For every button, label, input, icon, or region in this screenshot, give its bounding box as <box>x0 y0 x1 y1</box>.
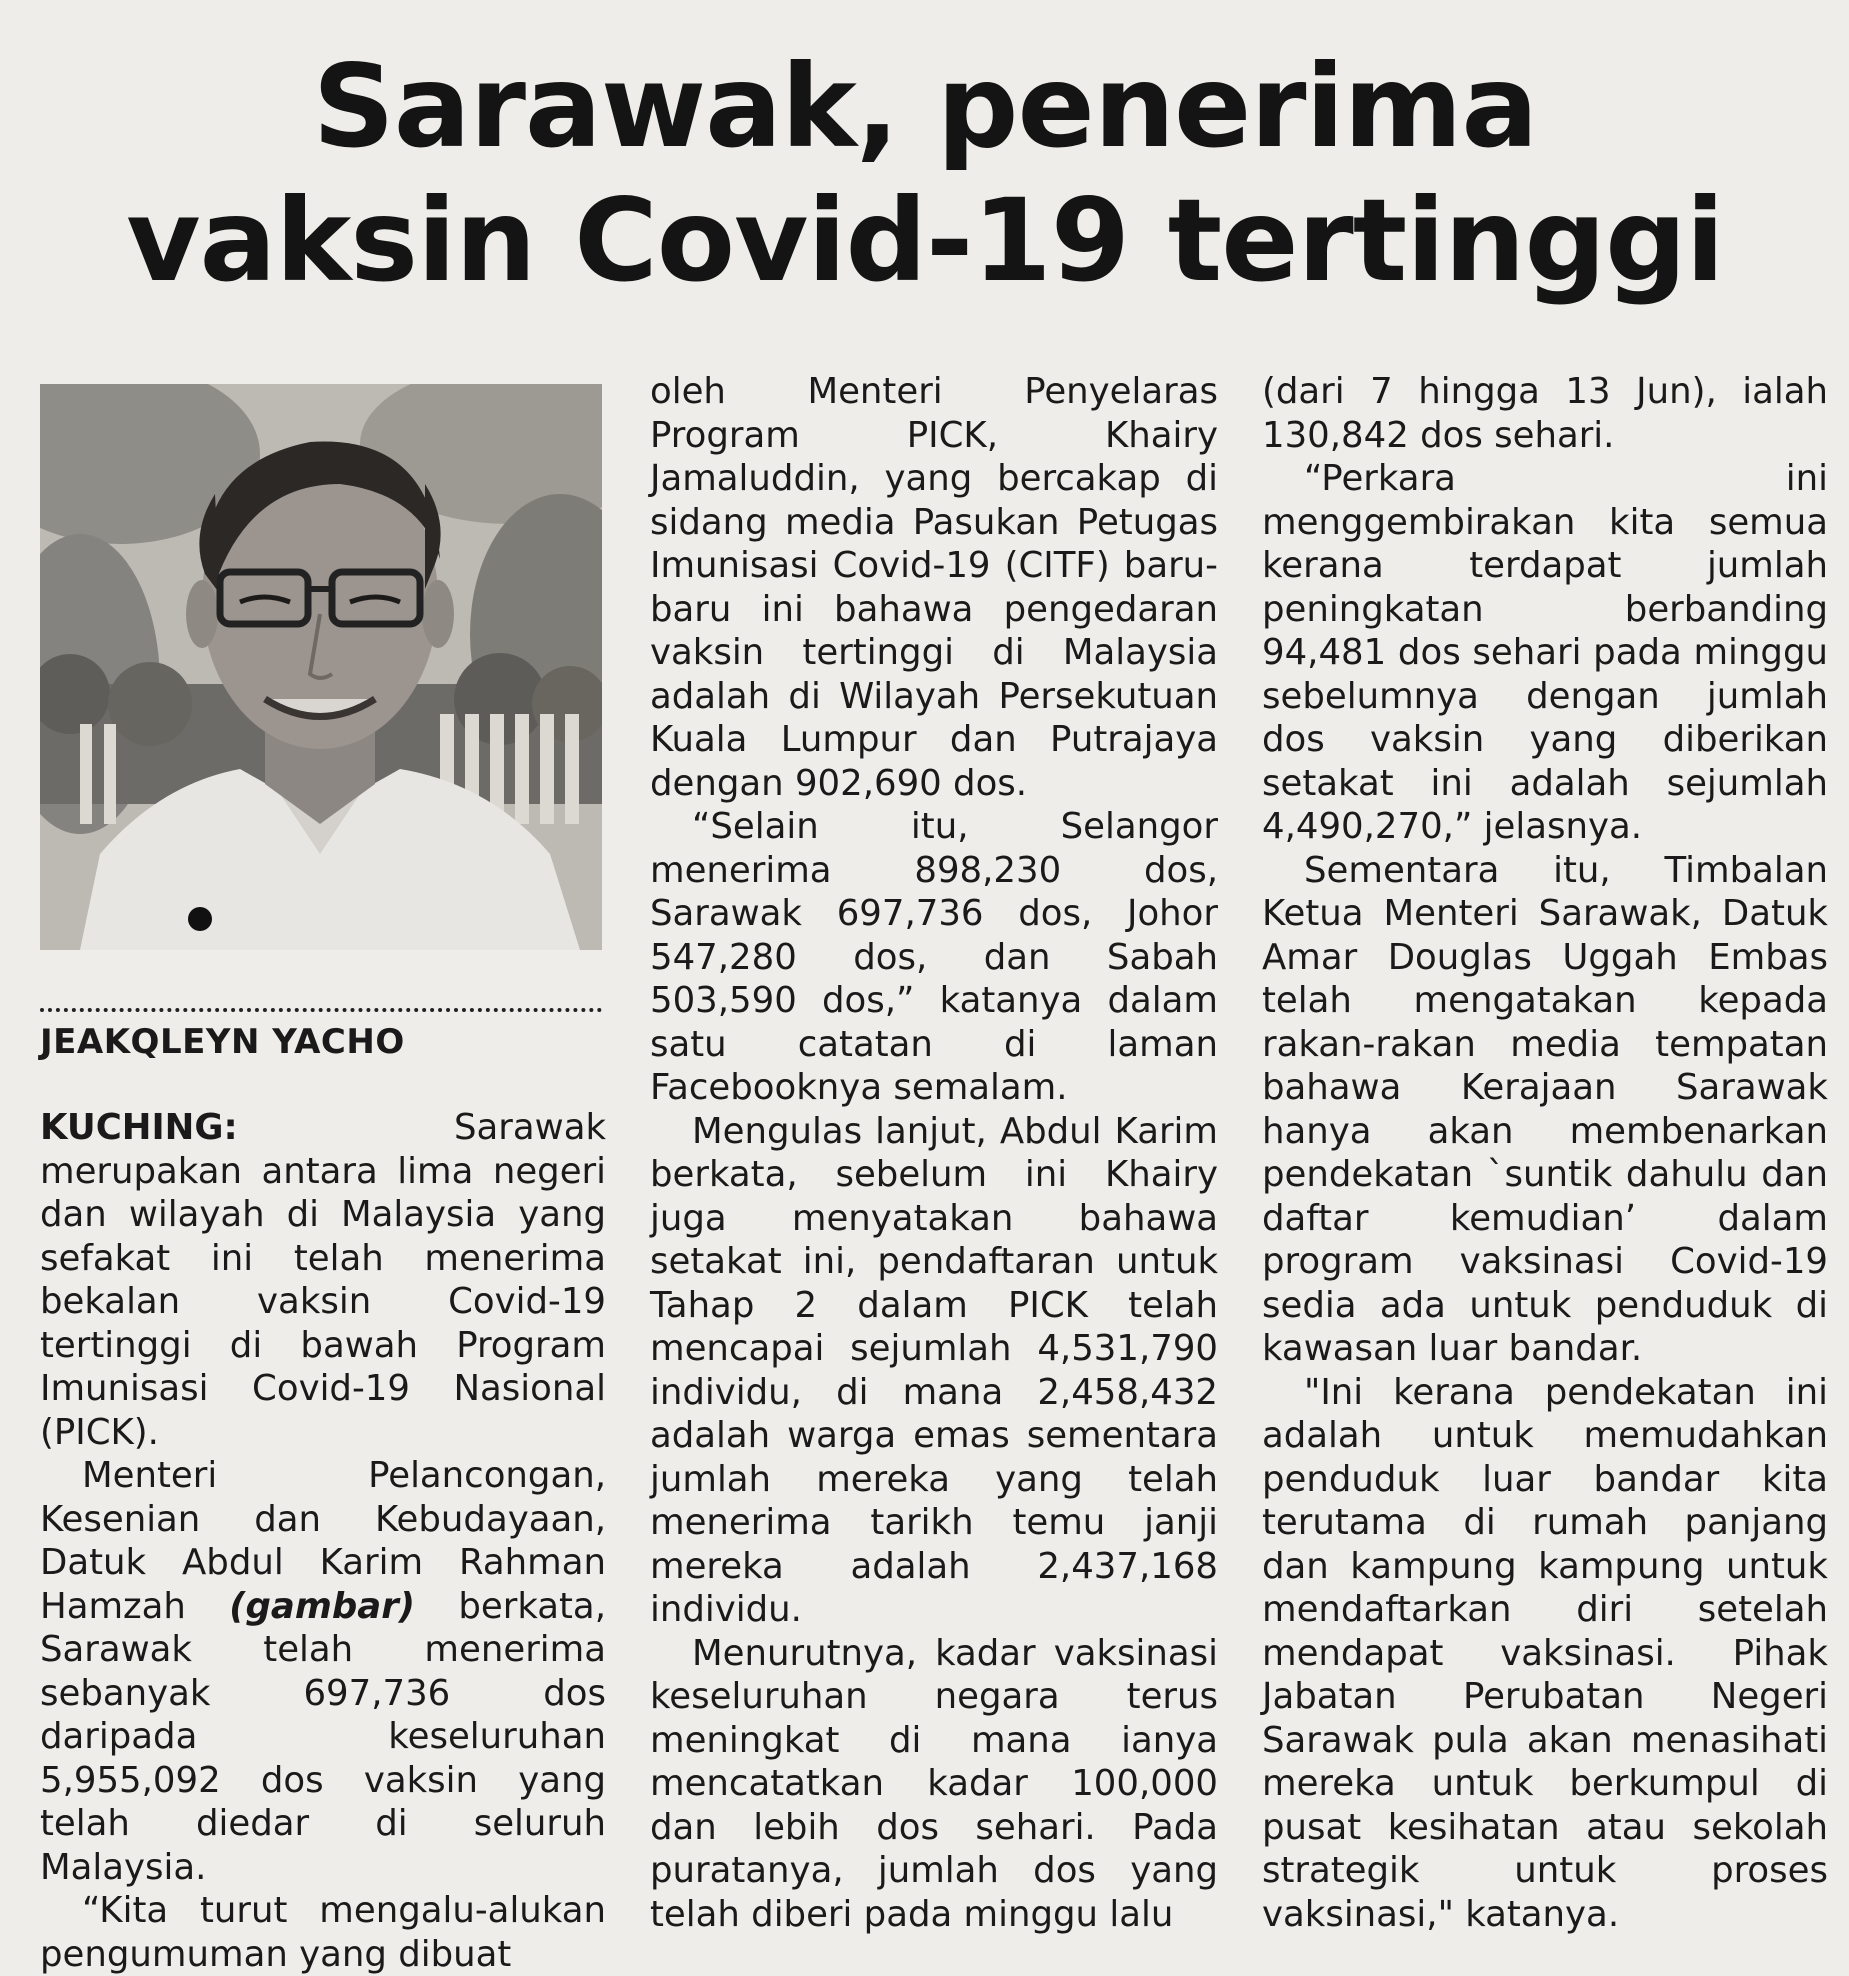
paragraph <box>40 1106 606 1454</box>
paragraph-text: Sarawak merupakan antara lima negeri dan wilayah di Malaysia yang sefakat ini telah menerima bekalan vaksin Covid-19 tertinggi di bawah Program Imunisasi Covid-19 Nasional (PICK). <box>40 1107 606 1453</box>
headline-line-1: Sarawak, penerima <box>312 40 1538 173</box>
paragraph: “Kita turut mengalu-alukan pengumuman yang dibuat <box>40 1890 606 1975</box>
paragraph: “Perkara ini menggembirakan kita semua kerana terdapat jumlah peningkatan berbanding 94,481 dos sehari pada minggu sebelumnya dengan jumlah dos vaksin yang diberikan setakat ini adalah sejumlah 4,490,270,” jelasnya. <box>1262 458 1828 847</box>
article-headline <box>40 40 1810 308</box>
paragraph-text: berkata, Sarawak telah menerima sebanyak 697,736 dos daripada keseluruhan 5,955,092 dos vaksin yang telah diedar di seluruh Malaysia. <box>40 1585 606 1888</box>
headline-line-2: vaksin Covid-19 tertinggi <box>126 174 1724 307</box>
article-photo <box>40 384 602 950</box>
paragraph: Mengulas lanjut, Abdul Karim berkata, sebelum ini Khairy juga menyatakan bahawa setakat ini, pendaftaran untuk Tahap 2 dalam PICK telah mencapai sejumlah 4,531,790 individu, di mana 2,458,432 adalah warga emas sementara jumlah mereka yang telah menerima tarikh temu janji mereka adalah 2,437,168 individu. <box>650 1110 1218 1630</box>
paragraph: “Selain itu, Selangor menerima 898,230 dos, Sarawak 697,736 dos, Johor 547,280 dos, dan Sabah 503,590 dos,” katanya dalam satu catatan di laman Facebooknya semalam. <box>650 806 1218 1108</box>
photo-reference: (gambar) <box>229 1585 415 1627</box>
paragraph: (dari 7 hingga 13 Jun), ialah 130,842 dos sehari. <box>1262 371 1828 456</box>
paragraph-text: Menteri Pelancongan, Kesenian dan Kebudayaan, Datuk Abdul Karim Rahman Hamzah <box>40 1455 606 1627</box>
article-column-1 <box>40 1106 606 1976</box>
byline: JEAKQLEYN YACHO <box>40 1022 405 1062</box>
article-column-2 <box>650 370 1218 1936</box>
paragraph: Sementara itu, Timbalan Ketua Menteri Sarawak, Datuk Amar Douglas Uggah Embas telah mengatakan kepada rakan-rakan media tempatan bahawa Kerajaan Sarawak hanya akan membenarkan pendekatan `suntik dahulu dan daftar kemudian’ dalam program vaksinasi Covid-19 sedia ada untuk penduduk di kawasan luar bandar. <box>1262 849 1828 1369</box>
paragraph: "Ini kerana pendekatan ini adalah untuk memudahkan penduduk luar bandar kita terutama di rumah panjang dan kampung kampung untuk mendaftarkan diri setelah mendapat vaksinasi. Pihak Jabatan Perubatan Negeri Sarawak pula akan menasihati mereka untuk berkumpul di pusat kesihatan atau sekolah strategik untuk proses vaksinasi," katanya. <box>1262 1371 1828 1935</box>
byline-divider <box>40 1008 602 1012</box>
article-column-3 <box>1262 370 1828 1936</box>
portrait-illustration <box>40 384 602 950</box>
paragraph <box>40 1454 606 1889</box>
paragraph: Menurutnya, kadar vaksinasi keseluruhan negara terus meningkat di mana ianya mencatatkan kadar 100,000 dan lebih dos sehari. Pada puratanya, jumlah dos yang telah diberi pada minggu lalu <box>650 1632 1218 1935</box>
dateline: KUCHING: <box>40 1107 238 1148</box>
paragraph: oleh Menteri Penyelaras Program PICK, Khairy Jamaluddin, yang bercakap di sidang media Pasukan Petugas Imunisasi Covid-19 (CITF) baru-baru ini bahawa pengedaran vaksin tertinggi di Malaysia adalah di Wilayah Persekutuan Kuala Lumpur dan Putrajaya dengan 902,690 dos. <box>650 371 1218 804</box>
